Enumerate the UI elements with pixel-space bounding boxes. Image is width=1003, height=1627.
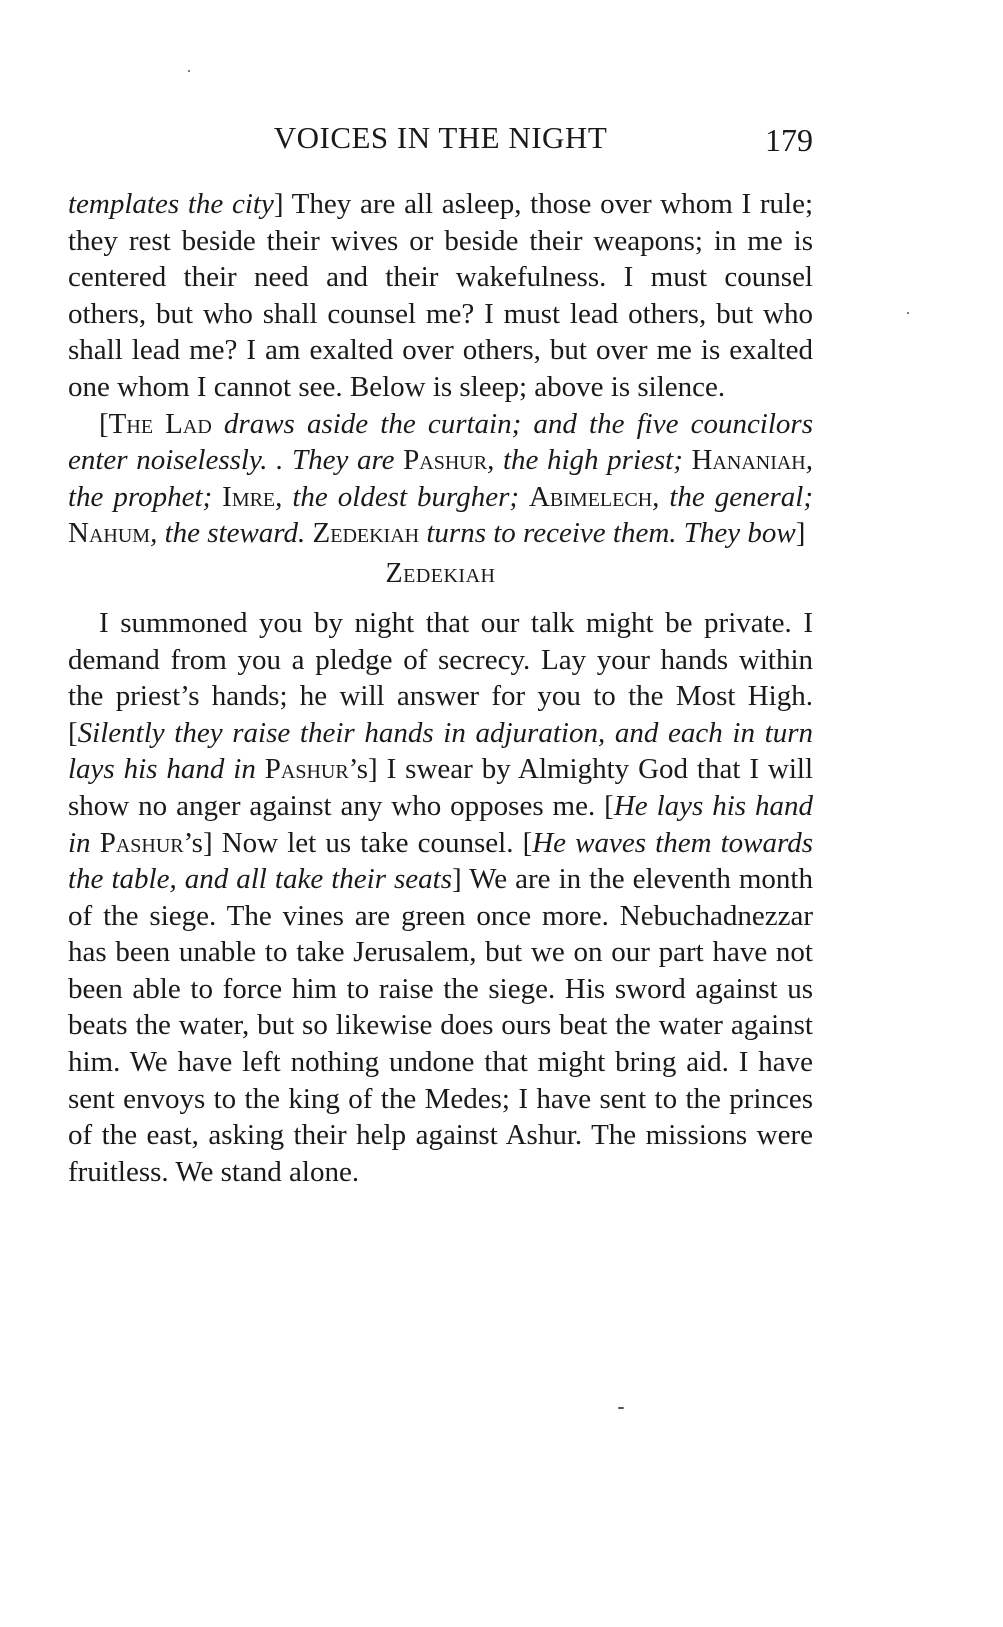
running-head [68, 118, 813, 158]
stage-direction-italic: He lays his hand in [68, 789, 813, 859]
text-run: I summoned you by night that our talk might be private. I demand from you a pledge of secrecy. Lay your hands within the priest’s hands; he will answer for you to the Most High. [ [68, 606, 813, 749]
text-run: ] We are in the eleventh month of the siege. The vines are green once more. Nebuchadnezzar has been unable to take Jerusalem, but we on our part have not been able to force him to raise the siege. His sword against us beats the water, but so likewise does ours beat the water against him. We have left nothing undone that might bring aid. I have sent envoys to the king of the Medes; I have sent to the princes of the east, asking their help against Ashur. The missions were fruitless. We stand alone. [68, 863, 813, 1188]
stage-direction-italic: , the oldest burgher; [275, 480, 529, 513]
stage-direction-italic: draws aside the curtain; and the five councilors enter noiselessly. . They are [68, 407, 813, 477]
stage-direction-italic: , the prophet; [68, 444, 813, 513]
stage-direction-italic: , the general; [652, 480, 813, 513]
character-name: Nahum [68, 517, 151, 550]
character-name: Abimelech [528, 480, 653, 513]
speaker-heading: Zedekiah [385, 557, 496, 589]
text-run: ] They are all asleep, those over whom I rule; they rest beside their wives or beside their weapons; in me is centered their need and their wakefulness. I must counsel others, but who shall counsel me? I must lead others, but who shall lead me? I am exalted over others, but over me is exalted one whom I cannot see. Below is sleep; above is silence. [68, 188, 814, 403]
body-text [68, 186, 813, 1190]
stage-direction-italic: turns to receive them. They bow [419, 517, 796, 550]
stage-direction-italic: He waves them towards the table, and all take their seats [68, 826, 814, 896]
text-run: ’s] Now let us take counsel. [ [183, 826, 533, 859]
stage-direction-italic: , the high priest; [487, 444, 692, 477]
text-run: ’s] I swear by Almighty God that I will show no anger against any who opposes me. [ [68, 753, 814, 822]
text-run [256, 753, 265, 785]
ink-speck [907, 312, 909, 314]
text-run [91, 827, 100, 859]
ink-speck [188, 70, 190, 72]
stage-direction-italic: Silently they raise their hands in adjuration, and each in turn lays his hand in [68, 716, 813, 786]
bracket-open: [ [99, 407, 109, 440]
speech-paragraph [68, 605, 813, 1191]
bracket-close: ] [795, 517, 806, 550]
paragraph-continuation [68, 186, 813, 406]
character-name: The Lad [108, 407, 212, 440]
character-name: Pashur [403, 444, 488, 477]
running-title: VOICES IN THE NIGHT [273, 120, 608, 155]
character-name: Imre [222, 480, 276, 513]
character-name: Pashur [99, 826, 184, 859]
ink-speck [618, 1407, 624, 1409]
stage-direction-paragraph [68, 406, 813, 552]
character-name: Zedekiah [312, 517, 420, 550]
stage-direction-italic: templates the city [68, 188, 274, 220]
page-number: 179 [765, 122, 813, 158]
stage-direction-italic: , the steward. [150, 517, 313, 550]
character-name: Pashur [264, 753, 349, 786]
character-name: Hananiah [691, 444, 806, 477]
